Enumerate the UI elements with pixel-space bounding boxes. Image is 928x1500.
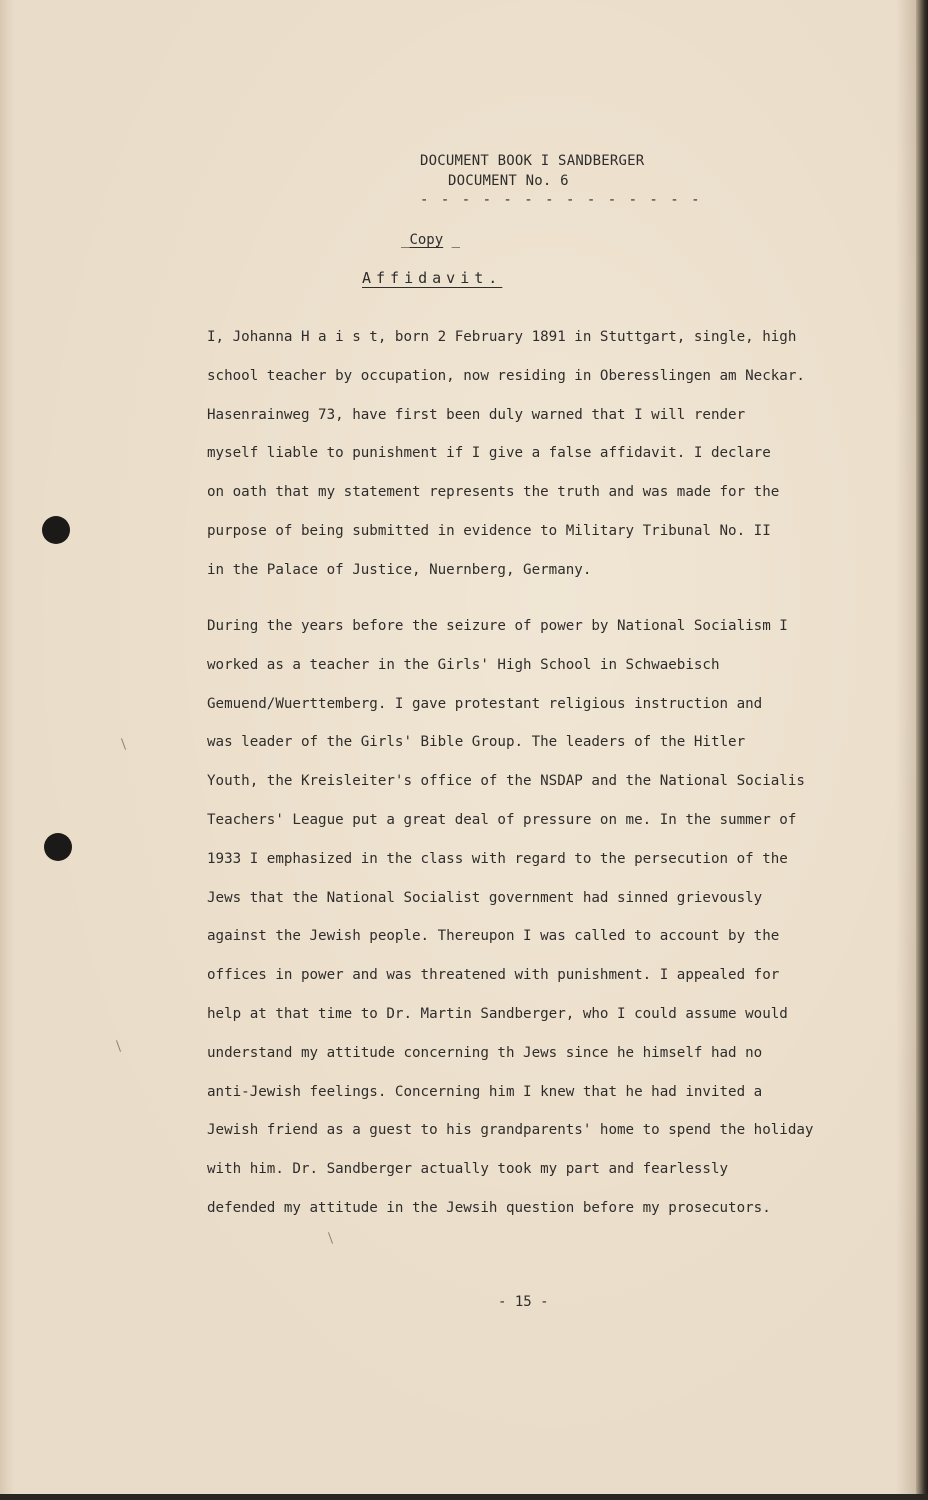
text-line: I, Johanna H a i s t, born 2 February 1891 in Stuttgart, single, high [207,329,797,345]
text-line: Teachers' League put a great deal of pressure on me. In the summer of [207,811,797,828]
text-line: myself liable to punishment if I give a false affidavit. I declare [207,445,771,462]
document-title: Affidavit. [362,269,503,287]
text-line: understand my attitude concerning th Jews since he himself had no [207,1044,763,1061]
header-divider: - - - - - - - - - - - - - - [420,192,702,208]
text-line: Gemuend/Wuerttemberg. I gave protestant religious instruction and [207,695,763,712]
punch-hole-icon [42,516,70,544]
text-line: anti-Jewish feelings. Concerning him I knew that he had invited a [207,1083,763,1100]
text-line: Youth, the Kreisleiter's office of the NSDAP and the National Socialis [207,773,805,790]
text-line: offices in power and was threatened with punishment. I appealed for [207,967,780,984]
punch-hole-icon [44,833,72,861]
page-edge [0,1494,928,1500]
text-line: Jews that the National Socialist government had sinned grievously [207,889,763,906]
text-line: school teacher by occupation, now residing in Oberesslingen am Neckar. [207,367,805,384]
document-book-header: DOCUMENT BOOK I SANDBERGER [420,153,645,169]
text-line: 1933 I emphasized in the class with regard to the persecution of the [207,850,788,867]
text-line: defended my attitude in the Jewsih question before my prosecutors. [207,1199,771,1216]
text-line: with him. Dr. Sandberger actually took my part and fearlessly [207,1161,729,1178]
paper-mark [116,1040,121,1052]
text-line: against the Jewish people. Thereupon I was called to account by the [207,928,780,945]
paragraph-2 [207,616,897,1237]
page-number: - 15 - [498,1294,549,1310]
text-line: worked as a teacher in the Girls' High School in Schwaebisch [207,656,720,673]
paper-mark [121,738,126,750]
page-edge [916,0,928,1500]
copy-label: _Copy _ [401,232,461,248]
text-line: Hasenrainweg 73, have first been duly warned that I will render [207,406,746,423]
document-number-header: DOCUMENT No. 6 [448,173,569,189]
text-line: on oath that my statement represents the truth and was made for the [207,484,780,501]
paragraph-1 [207,327,897,599]
text-line: help at that time to Dr. Martin Sandberger, who I could assume would [207,1005,788,1022]
text-line: During the years before the seizure of power by National Socialism I [207,618,788,634]
text-line: purpose of being submitted in evidence to Military Tribunal No. II [207,522,771,539]
text-line: in the Palace of Justice, Nuernberg, Germany. [207,561,592,578]
text-line: was leader of the Girls' Bible Group. The leaders of the Hitler [207,734,746,751]
text-line: Jewish friend as a guest to his grandparents' home to spend the holiday [207,1122,814,1139]
copy-label-text: Copy [409,232,444,248]
